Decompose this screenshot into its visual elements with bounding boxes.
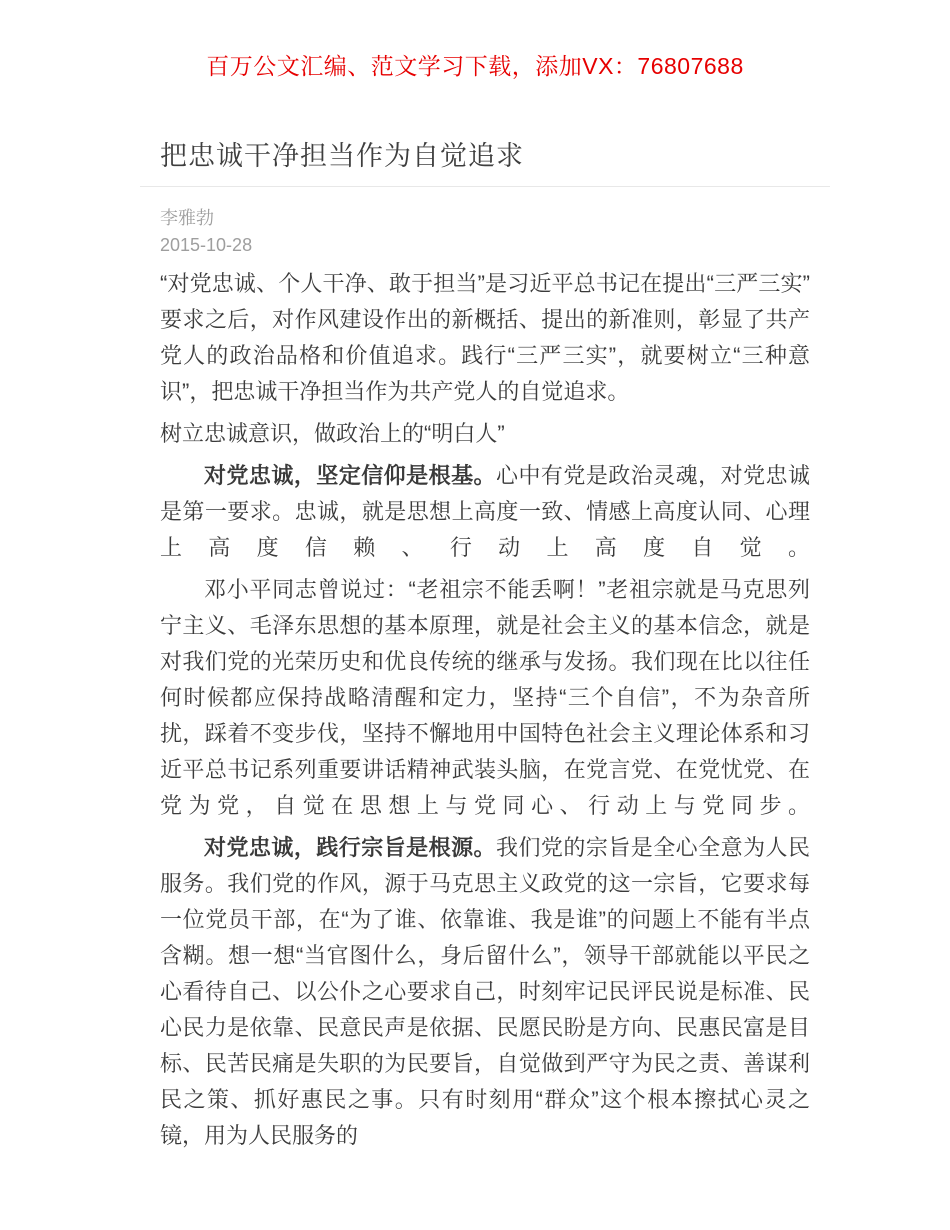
title-divider: [140, 186, 830, 187]
paragraph-text: 邓小平同志曾说过：“老祖宗不能丢啊！”老祖宗就是马克思列宁主义、毛泽东思想的基本原理，就是社会主义的基本信念，就是对我们党的光荣历史和优良传统的继承与发扬。我们现在比以往任何时候都应保持战略清醒和定力，坚持“三个自信”，不为杂音所扰，踩着不变步伐，坚持不懈地用中国特色社会主义理论体系和习近平总书记系列重要讲话精神武装头脑，在党言党、在党忧党、在党为党，自觉在思想上与党同心、行动上与党同步。: [160, 577, 810, 818]
article-title: 把忠诚干净担当作为自觉追求: [160, 141, 524, 171]
article-meta: [160, 205, 810, 259]
paragraph-subhead-loyalty: [160, 416, 810, 452]
paragraph-loyalty-purpose: [160, 830, 810, 1154]
paragraph-intro: [160, 266, 810, 410]
paragraph-loyalty-faith: [160, 458, 810, 566]
paragraph-deng-xiaoping: [160, 572, 810, 824]
paragraph-bold-lead: 对党忠诚，坚定信仰是根基。: [204, 463, 496, 488]
paragraph-text: 树立忠诚意识，做政治上的“明白人”: [160, 421, 505, 446]
article-body: [160, 266, 810, 1154]
paragraph-bold-lead: 对党忠诚，践行宗旨是根源。: [204, 835, 496, 860]
article-author: 李雅勃: [160, 208, 214, 228]
promo-banner: 百万公文汇编、范文学习下载，添加VX：76807688: [206, 53, 744, 79]
paragraph-text: 我们党的宗旨是全心全意为人民服务。我们党的作风，源于马克思主义政党的这一宗旨，它要求每一位党员干部，在“为了谁、依靠谁、我是谁”的问题上不能有半点含糊。想一想“当官图什么，身后留什么”，领导干部就能以平民之心看待自己、以公仆之心要求自己，时刻牢记民评民说是标准、民心民力是依靠、民意民声是依据、民愿民盼是方向、民惠民富是目标、民苦民痛是失职的为民要旨，自觉做到严守为民之责、善谋利民之策、抓好惠民之事。只有时刻用“群众”这个根本擦拭心灵之镜，用为人民服务的: [160, 835, 810, 1148]
paragraph-text: 心中有党是政治灵魂，对党忠诚是第一要求。忠诚，就是思想上高度一致、情感上高度认同、心理上高度信赖、行动上高度自觉。: [160, 463, 810, 560]
article: [160, 140, 810, 1154]
article-date: 2015-10-28: [160, 235, 253, 255]
paragraph-text: “对党忠诚、个人干净、敢于担当”是习近平总书记在提出“三严三实”要求之后，对作风建设作出的新概括、提出的新准则，彰显了共产党人的政治品格和价值追求。践行“三严三实”，就要树立“三种意识”，把忠诚干净担当作为共产党人的自觉追求。: [160, 271, 810, 404]
